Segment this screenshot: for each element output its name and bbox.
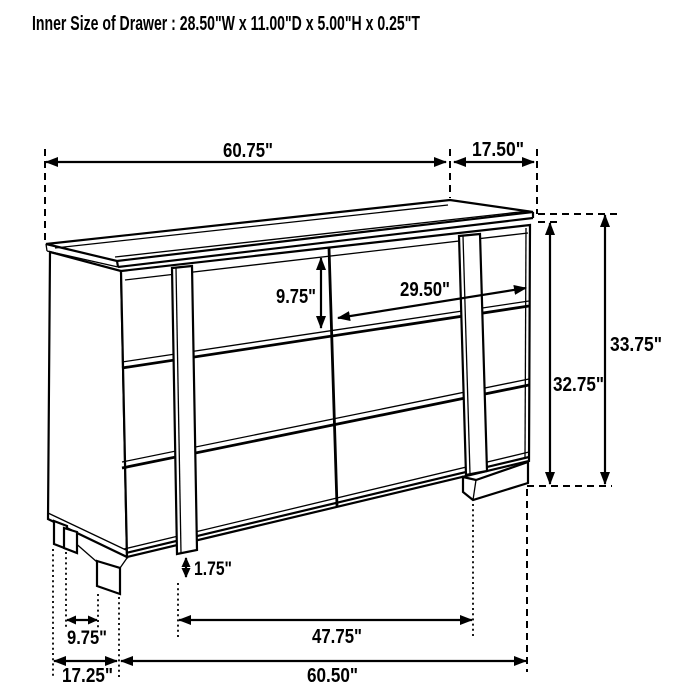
dim-total-height-label: 33.75": [610, 334, 662, 356]
dim-base-inner-width-label: 47.75": [312, 626, 362, 648]
dim-foot-height-label: 1.75": [194, 559, 232, 580]
dim-base-depth: [54, 661, 117, 687]
dim-top-width-label: 60.75": [223, 140, 273, 162]
dim-case-height: [550, 223, 604, 484]
left-accent-post: [172, 266, 197, 554]
dim-case-height-label: 32.75": [553, 374, 604, 396]
dim-foot-height: [186, 558, 232, 580]
page-title: Inner Size of Drawer : 28.50"W x 11.00"D x 5.00"H x 0.25"T: [32, 13, 420, 35]
dim-top-width: [46, 140, 446, 162]
dim-foot-spacing-depth-label: 9.75": [67, 628, 107, 649]
dim-top-drawer-height-label: 9.75": [276, 286, 316, 308]
dim-total-height: [605, 215, 662, 484]
back-left-foot-2: [64, 528, 77, 553]
dim-base-width-label: 60.50": [307, 665, 358, 687]
dim-foot-spacing-depth: [67, 620, 107, 649]
dim-base-width: [121, 661, 526, 687]
front-left-foot: [97, 561, 120, 594]
dim-top-depth-label: 17.50": [472, 139, 524, 161]
dim-drawer-width-label: 29.50": [400, 279, 450, 301]
dim-top-depth: [454, 139, 534, 162]
dresser-left-side: [48, 252, 127, 557]
dim-base-inner-width: [179, 620, 472, 648]
dim-base-depth-label: 17.25": [62, 665, 113, 687]
dresser-drawing: [46, 200, 533, 594]
